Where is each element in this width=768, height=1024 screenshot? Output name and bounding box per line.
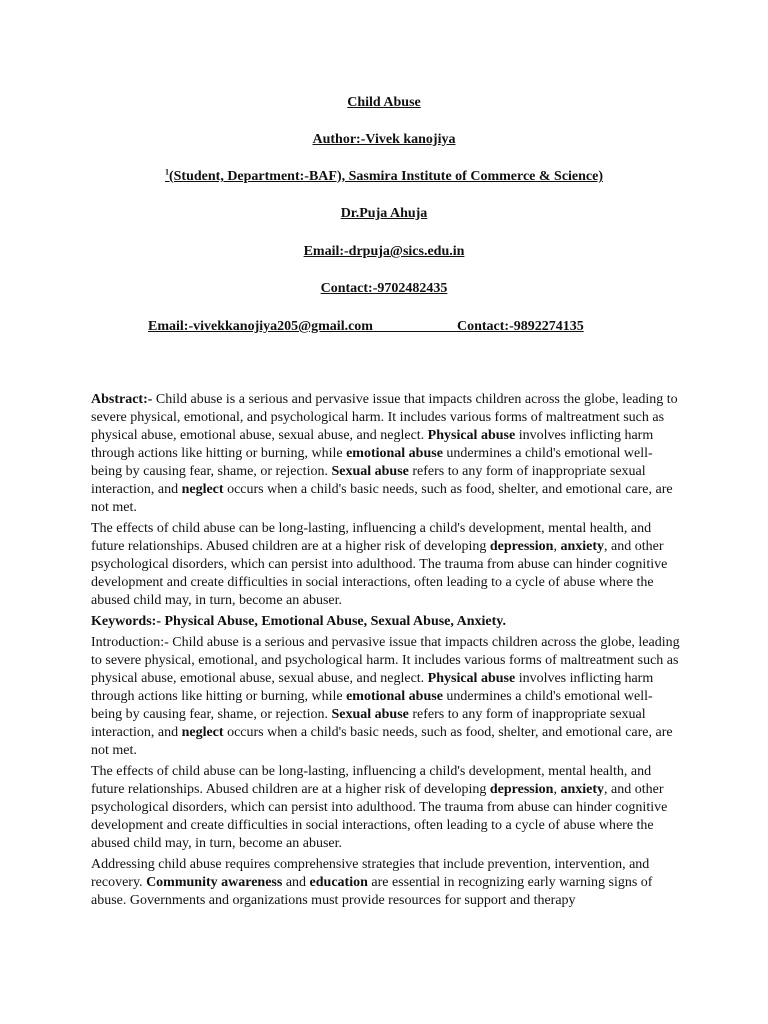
text-run: Addressing child abuse requires comprehensive strategies that include prevention, intervention, and recovery.	[91, 857, 650, 890]
introduction-paragraph-1	[91, 634, 681, 760]
text-run: occurs when a child's basic needs, such as food, shelter, and emotional care, are not met.	[91, 482, 673, 515]
text-run: are essential in recognizing early warning signs of abuse. Governments and organizations must provide resources for support and therapy	[91, 875, 653, 908]
abstract-paragraph-2	[91, 520, 681, 610]
bold-term: Sexual abuse	[331, 707, 409, 722]
bold-term: Physical abuse	[427, 671, 516, 686]
text-run: undermines a child's emotional well-being by causing fear, shame, or rejection.	[91, 689, 653, 722]
contact-spacer	[373, 319, 457, 334]
bold-term: education	[309, 875, 368, 890]
author-contact-row	[148, 318, 620, 335]
text-run: and	[282, 875, 310, 890]
bold-term: anxiety	[560, 539, 604, 554]
bold-term: emotional abuse	[346, 446, 443, 461]
text-run: The effects of child abuse can be long-lasting, influencing a child's development, mental health, and future relationships. Abused children are at a higher risk of developing	[91, 521, 652, 554]
bold-term: depression	[489, 539, 554, 554]
keywords-text: Keywords:- Physical Abuse, Emotional Abuse, Sexual Abuse, Anxiety.	[91, 614, 507, 629]
bold-term: depression	[489, 782, 554, 797]
text-run: refers to any form of inappropriate sexual interaction, and	[91, 464, 646, 497]
coauthor-email: Email:-drpuja@sics.edu.in	[303, 244, 465, 259]
text-run: ,	[553, 782, 561, 797]
bold-term: neglect	[181, 482, 224, 497]
author-line: Author:-Vivek kanojiya	[312, 132, 456, 147]
text-run: ,	[553, 539, 561, 554]
bold-term: Physical abuse	[427, 428, 516, 443]
affiliation-line	[0, 168, 768, 185]
keywords-line	[91, 613, 681, 631]
bold-term: Sexual abuse	[331, 464, 409, 479]
text-run: Child abuse is a serious and pervasive issue that impacts children across the globe, leading to severe physical, emotional, and psychological harm. It includes various forms of maltreatment such as physical abuse, emotional abuse, sexual abuse, and neglect.	[91, 392, 678, 443]
coauthor-line: Dr.Puja Ahuja	[340, 206, 428, 221]
text-run: involves inflicting harm through actions like hitting or burning, while	[91, 428, 654, 461]
text-run: refers to any form of inappropriate sexual interaction, and	[91, 707, 646, 740]
bold-term: Community awareness	[146, 875, 283, 890]
text-run: , and other psychological disorders, which can persist into adulthood. The trauma from abuse can hinder cognitive development and create difficulties in social interactions, often leading to a cycle of abuse where the abused child may, in turn, become an abuser.	[91, 539, 668, 608]
text-run: The effects of child abuse can be long-lasting, influencing a child's development, mental health, and future relationships. Abused children are at a higher risk of developing	[91, 764, 652, 797]
introduction-paragraph-2	[91, 763, 681, 853]
coauthor-contact: Contact:-9702482435	[320, 281, 448, 296]
affiliation-superscript: 1	[164, 167, 169, 177]
document-body	[91, 391, 681, 913]
text-run: involves inflicting harm through actions like hitting or burning, while	[91, 671, 654, 704]
abstract-label: Abstract:-	[91, 392, 153, 407]
affiliation-text: (Student, Department:-BAF), Sasmira Institute of Commerce & Science)	[168, 169, 604, 184]
introduction-paragraph-3	[91, 856, 681, 910]
text-run: , and other psychological disorders, which can persist into adulthood. The trauma from abuse can hinder cognitive development and create difficulties in social interactions, often leading to a cycle of abuse where the abused child may, in turn, become an abuser.	[91, 782, 668, 851]
bold-term: anxiety	[560, 782, 604, 797]
document-title: Child Abuse	[347, 95, 421, 110]
bold-term: emotional abuse	[346, 689, 443, 704]
text-run: undermines a child's emotional well-being by causing fear, shame, or rejection.	[91, 446, 653, 479]
abstract-paragraph-1	[91, 391, 681, 517]
text-run: occurs when a child's basic needs, such as food, shelter, and emotional care, are not met.	[91, 725, 673, 758]
text-run: Introduction:- Child abuse is a serious and pervasive issue that impacts children across the globe, leading to severe physical, emotional, and psychological harm. It includes various forms of maltreatment such as physical abuse, emotional abuse, sexual abuse, and neglect.	[91, 635, 680, 686]
bold-term: neglect	[181, 725, 224, 740]
author-email: Email:-vivekkanojiya205@gmail.com	[148, 319, 373, 334]
author-contact: Contact:-9892274135	[456, 319, 584, 334]
